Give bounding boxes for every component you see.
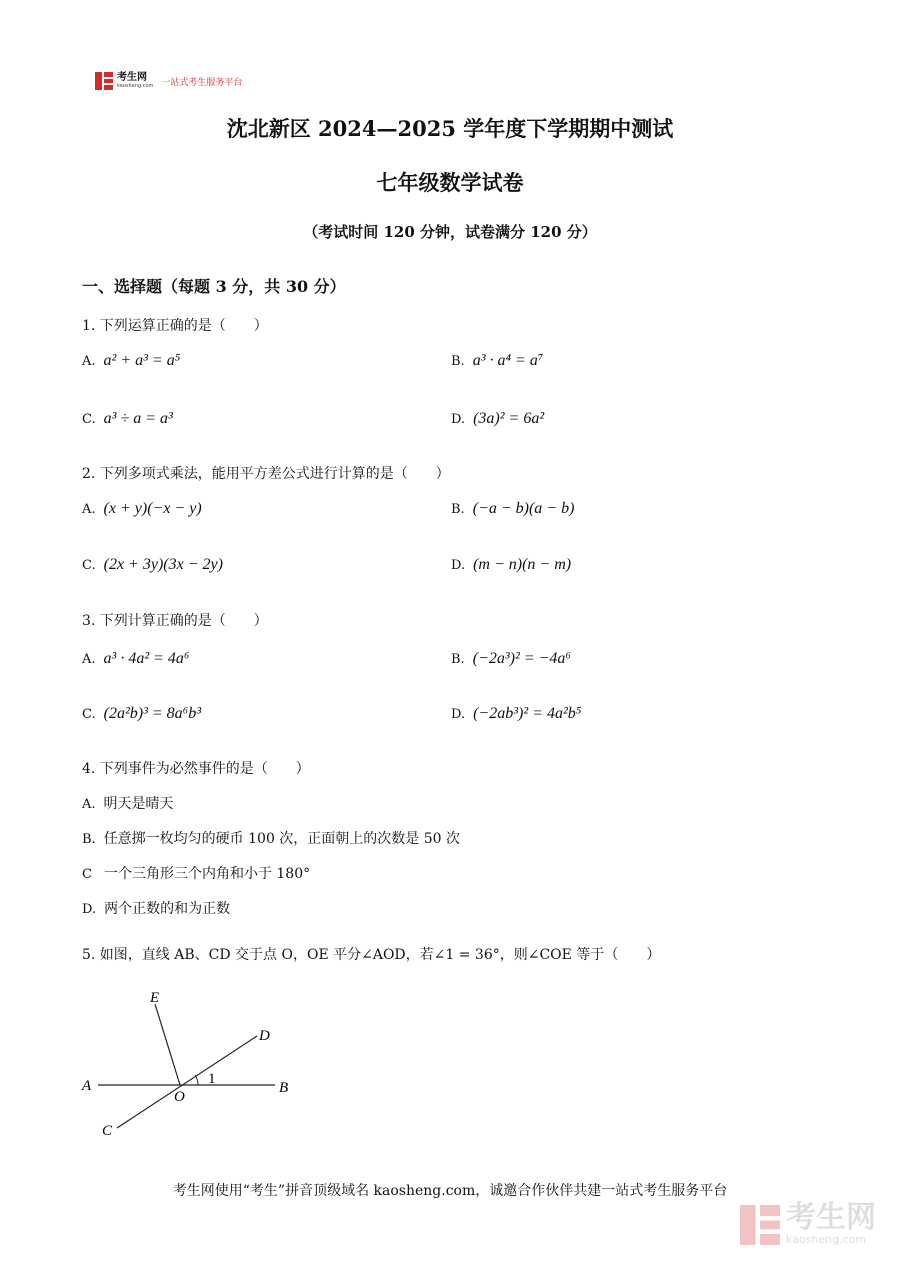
q3-option-a[interactable]: A. a³ · 4a² = 4a⁶ (82, 650, 190, 667)
q3-option-c[interactable]: C. (2a²b)³ = 8a⁶b³ (82, 705, 202, 722)
page-subtitle: 七年级数学试卷 (376, 170, 524, 195)
geometry-figure (70, 980, 310, 1150)
q4-option-c[interactable]: C 一个三角形三个内角和小于 180° (82, 866, 311, 882)
logo-domain: kaosheng.com (117, 83, 154, 89)
ray-oe (155, 1004, 180, 1085)
angle-arc (195, 1075, 198, 1085)
watermark-domain: kaosheng.com (786, 1233, 867, 1246)
logo-name: 考生网 (117, 72, 147, 83)
question-2-stem: 2. 下列多项式乘法，能用平方差公式进行计算的是（ ） (82, 466, 450, 482)
page-footer: 考生网使用“考生”拼音顶级域名 kaosheng.com，诚邀合作伙伴共建一站式考生服务平台 (172, 1183, 728, 1199)
page-title: 沈北新区 2024—2025 学年度下学期期中测试 (226, 116, 674, 141)
label-o: O (174, 1089, 185, 1105)
logo-slogan: 一站式考生服务平台 (161, 77, 243, 88)
q4-option-a[interactable]: A. 明天是晴天 (82, 796, 174, 812)
q4-option-b[interactable]: B. 任意掷一枚均匀的硬币 100 次，正面朝上的次数是 50 次 (82, 831, 461, 847)
exam-info: （考试时间 120 分钟，试卷满分 120 分） (303, 223, 597, 241)
q1-option-c[interactable]: C. a³ ÷ a = a³ (82, 410, 173, 427)
section-heading: 一、选择题（每题 3 分，共 30 分） (82, 277, 346, 296)
q3-option-d[interactable]: D. (−2ab³)² = 4a²b⁵ (451, 705, 582, 722)
q1-option-d[interactable]: D. (3a)² = 6a² (451, 410, 545, 427)
label-angle-1: 1 (208, 1071, 216, 1087)
watermark-logo-icon (740, 1205, 780, 1245)
label-d: D (259, 1028, 270, 1044)
q1-option-a[interactable]: A. a² + a³ = a⁵ (82, 352, 181, 369)
q4-option-d[interactable]: D. 两个正数的和为正数 (82, 901, 231, 917)
label-c: C (102, 1123, 113, 1139)
q2-option-b[interactable]: B. (−a − b)(a − b) (451, 500, 575, 517)
logo-icon (95, 72, 113, 90)
q2-option-c[interactable]: C. (2x + 3y)(3x − 2y) (82, 556, 223, 573)
line-cd (117, 1036, 257, 1128)
q1-option-b[interactable]: B. a³ · a⁴ = a⁷ (451, 352, 544, 369)
question-4-stem: 4. 下列事件为必然事件的是（ ） (82, 761, 310, 777)
site-logo[interactable] (95, 72, 242, 90)
q3-option-b[interactable]: B. (−2a³)² = −4a⁶ (451, 650, 571, 667)
label-e: E (150, 990, 160, 1006)
question-3-stem: 3. 下列计算正确的是（ ） (82, 613, 268, 629)
watermark-name: 考生网 (786, 1200, 876, 1235)
label-a: A (82, 1078, 92, 1094)
q2-option-d[interactable]: D. (m − n)(n − m) (451, 556, 572, 573)
q2-option-a[interactable]: A. (x + y)(−x − y) (82, 500, 202, 517)
watermark (740, 1200, 876, 1246)
label-b: B (279, 1080, 289, 1096)
question-5-stem: 5. 如图，直线 AB、CD 交于点 O，OE 平分∠AOD，若∠1 = 36°，则∠COE 等于（ ） (82, 947, 661, 963)
question-1-stem: 1. 下列运算正确的是（ ） (82, 318, 268, 334)
